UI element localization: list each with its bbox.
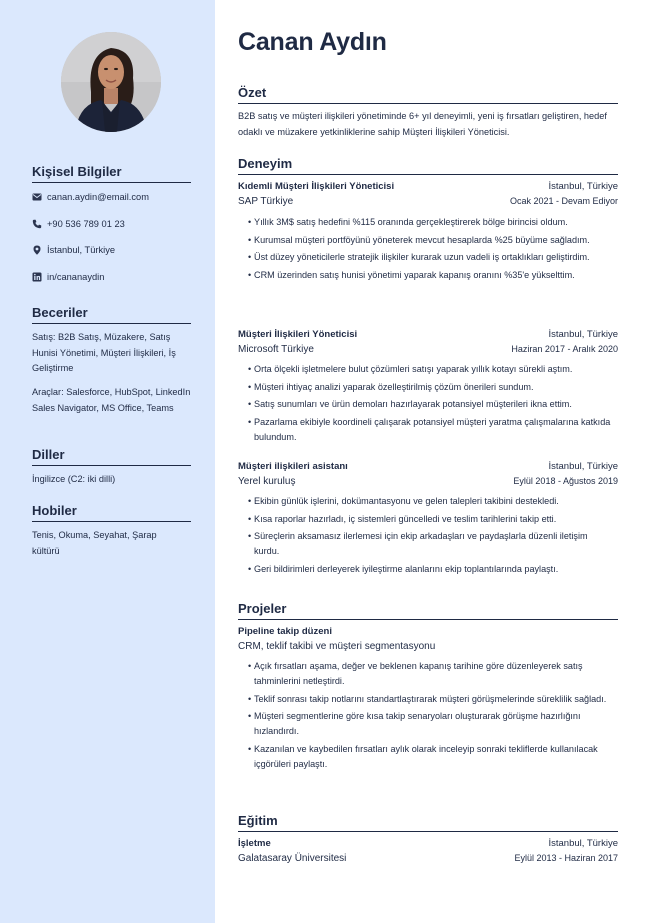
job-subheader — [238, 196, 618, 207]
education-header — [238, 838, 618, 849]
bullet-item: • Kazanılan ve kaybedilen fırsatları aylık olarak inceleyip sonraki tekliflerde kullanılacak içgörüleri paylaştı. — [254, 742, 614, 772]
summary-text: B2B satış ve müşteri ilişkileri yönetiminde 6+ yıl deneyimli, yeni iş fırsatları geliştiren, hedef odaklı ve müzakere yetkinliklerine sahip Müşteri İlişkileri Yöneticisi. — [238, 111, 607, 137]
bullet-item: • Üst düzey yöneticilerle stratejik ilişkiler kurarak uzun vadeli iş ortaklıkları geliştirdim. — [254, 250, 614, 265]
hobbies-text: Tenis, Okuma, Seyahat, Şarap kültürü — [32, 530, 157, 556]
contact-location — [32, 245, 115, 255]
job-header — [238, 461, 618, 472]
contact-email[interactable] — [32, 192, 149, 202]
job-bullets — [254, 494, 614, 579]
profile-photo — [61, 32, 161, 132]
job-bullets — [254, 362, 614, 447]
project-subheader — [238, 641, 618, 652]
contact-linkedin-text: in/cananaydin — [47, 272, 105, 282]
project-bullets — [254, 659, 614, 774]
education-heading: Eğitim — [238, 813, 618, 832]
phone-icon — [32, 219, 42, 229]
languages-text: İngilizce (C2: iki dilli) — [32, 474, 116, 484]
project-subtitle: CRM, teklif takibi ve müşteri segmentasyonu — [238, 641, 436, 652]
bullet-item: • Pazarlama ekibiyle koordineli çalışarak potansiyel müşteri yaratma çalışmalarına katkıda bulundum. — [254, 415, 614, 445]
bullet-item: • CRM üzerinden satış hunisi yönetimi yaparak kapanış oranını %35'e yükselttim. — [254, 268, 614, 283]
job-subheader — [238, 476, 618, 487]
bullet-item: • Yıllık 3M$ satış hedefini %115 oranında gerçekleştirerek bölge birincisi oldum. — [254, 215, 614, 230]
contact-phone-text: +90 536 789 01 23 — [47, 219, 125, 229]
experience-heading: Deneyim — [238, 156, 618, 175]
job-header — [238, 329, 618, 340]
education-school: Galatasaray Üniversitesi — [238, 853, 347, 864]
bullet-item: • Geri bildirimleri derleyerek iyileştirme alanlarını ekip toplantılarında paylaştı. — [254, 562, 614, 577]
candidate-name: Canan Aydın — [238, 28, 387, 56]
job-title: Kıdemli Müşteri İlişkileri Yöneticisi — [238, 181, 395, 192]
location-icon — [32, 245, 42, 255]
bullet-item: • Açık fırsatları aşama, değer ve beklenen kapanış tarihine göre düzenleyerek satış tahminlerini netleştirdi. — [254, 659, 614, 689]
bullet-item: • Orta ölçekli işletmelere bulut çözümleri satışı yaparak yıllık kotayı sürekli aştım. — [254, 362, 614, 377]
bullet-item: • Müşteri segmentlerine göre kısa takip senaryoları oluşturarak görüşme hazırlığını hızlandırdı. — [254, 709, 614, 739]
skills-tools: Araçlar: Salesforce, HubSpot, LinkedIn Sales Navigator, MS Office, Teams — [32, 387, 191, 413]
bullet-item: • Teklif sonrası takip notlarını standartlaştırarak müşteri görüşmelerinde süreklilik sağladı. — [254, 692, 614, 707]
job-company: Yerel kuruluş — [238, 476, 296, 487]
job-dates: Ocak 2021 - Devam Ediyor — [509, 196, 618, 206]
education-location: İstanbul, Türkiye — [548, 838, 618, 849]
education-degree: İşletme — [238, 838, 271, 849]
hobbies-heading: Hobiler — [32, 503, 191, 522]
project-header — [238, 626, 618, 637]
skills-heading: Beceriler — [32, 305, 191, 324]
projects-heading: Projeler — [238, 601, 618, 620]
education-subheader — [238, 853, 618, 864]
job-dates: Eylül 2018 - Ağustos 2019 — [513, 476, 618, 486]
project-name: Pipeline takip düzeni — [238, 626, 332, 637]
job-title: Müşteri ilişkileri asistanı — [238, 461, 348, 472]
job-location: İstanbul, Türkiye — [548, 329, 618, 340]
job-location: İstanbul, Türkiye — [548, 461, 618, 472]
bullet-item: • Müşteri ihtiyaç analizi yaparak özelleştirilmiş çözüm önerileri sundum. — [254, 380, 614, 395]
job-company: Microsoft Türkiye — [238, 344, 314, 355]
personal-info-heading: Kişisel Bilgiler — [32, 164, 191, 183]
skills-sales: Satış: B2B Satış, Müzakere, Satış Hunisi Yönetimi, Müşteri İlişkileri, İş Geliştirme — [32, 332, 176, 373]
job-dates: Haziran 2017 - Aralık 2020 — [511, 344, 618, 354]
bullet-item: • Kurumsal müşteri portföyünü yöneterek mevcut hesaplarda %25 büyüme sağladım. — [254, 233, 614, 248]
job-company: SAP Türkiye — [238, 196, 294, 207]
summary-heading: Özet — [238, 85, 618, 104]
contact-location-text: İstanbul, Türkiye — [47, 245, 116, 255]
contact-linkedin[interactable] — [32, 272, 104, 282]
bullet-item: • Ekibin günlük işlerini, dokümantasyonu ve gelen talepleri takibini destekledi. — [254, 494, 614, 509]
email-icon — [32, 192, 42, 202]
job-title: Müşteri İlişkileri Yöneticisi — [238, 329, 358, 340]
job-bullets — [254, 215, 614, 285]
job-location: İstanbul, Türkiye — [548, 181, 618, 192]
job-header — [238, 181, 618, 192]
profile-photo-image — [61, 32, 161, 132]
education-dates: Eylül 2013 - Haziran 2017 — [514, 853, 618, 863]
bullet-item: • Satış sunumları ve ürün demoları hazırlayarak potansiyel müşterileri ikna ettim. — [254, 397, 614, 412]
bullet-item: • Kısa raporlar hazırladı, iç sistemleri güncelledi ve teslim tarihlerini takip etti. — [254, 512, 614, 527]
languages-heading: Diller — [32, 447, 191, 466]
bullet-item: • Süreçlerin aksamasız ilerlemesi için ekip arkadaşları ve paydaşlarla düzenli iletişim kurdu. — [254, 529, 614, 559]
contact-phone[interactable] — [32, 219, 125, 229]
linkedin-icon — [32, 272, 42, 282]
job-subheader — [238, 344, 618, 355]
contact-email-text: canan.aydin@email.com — [47, 192, 149, 202]
